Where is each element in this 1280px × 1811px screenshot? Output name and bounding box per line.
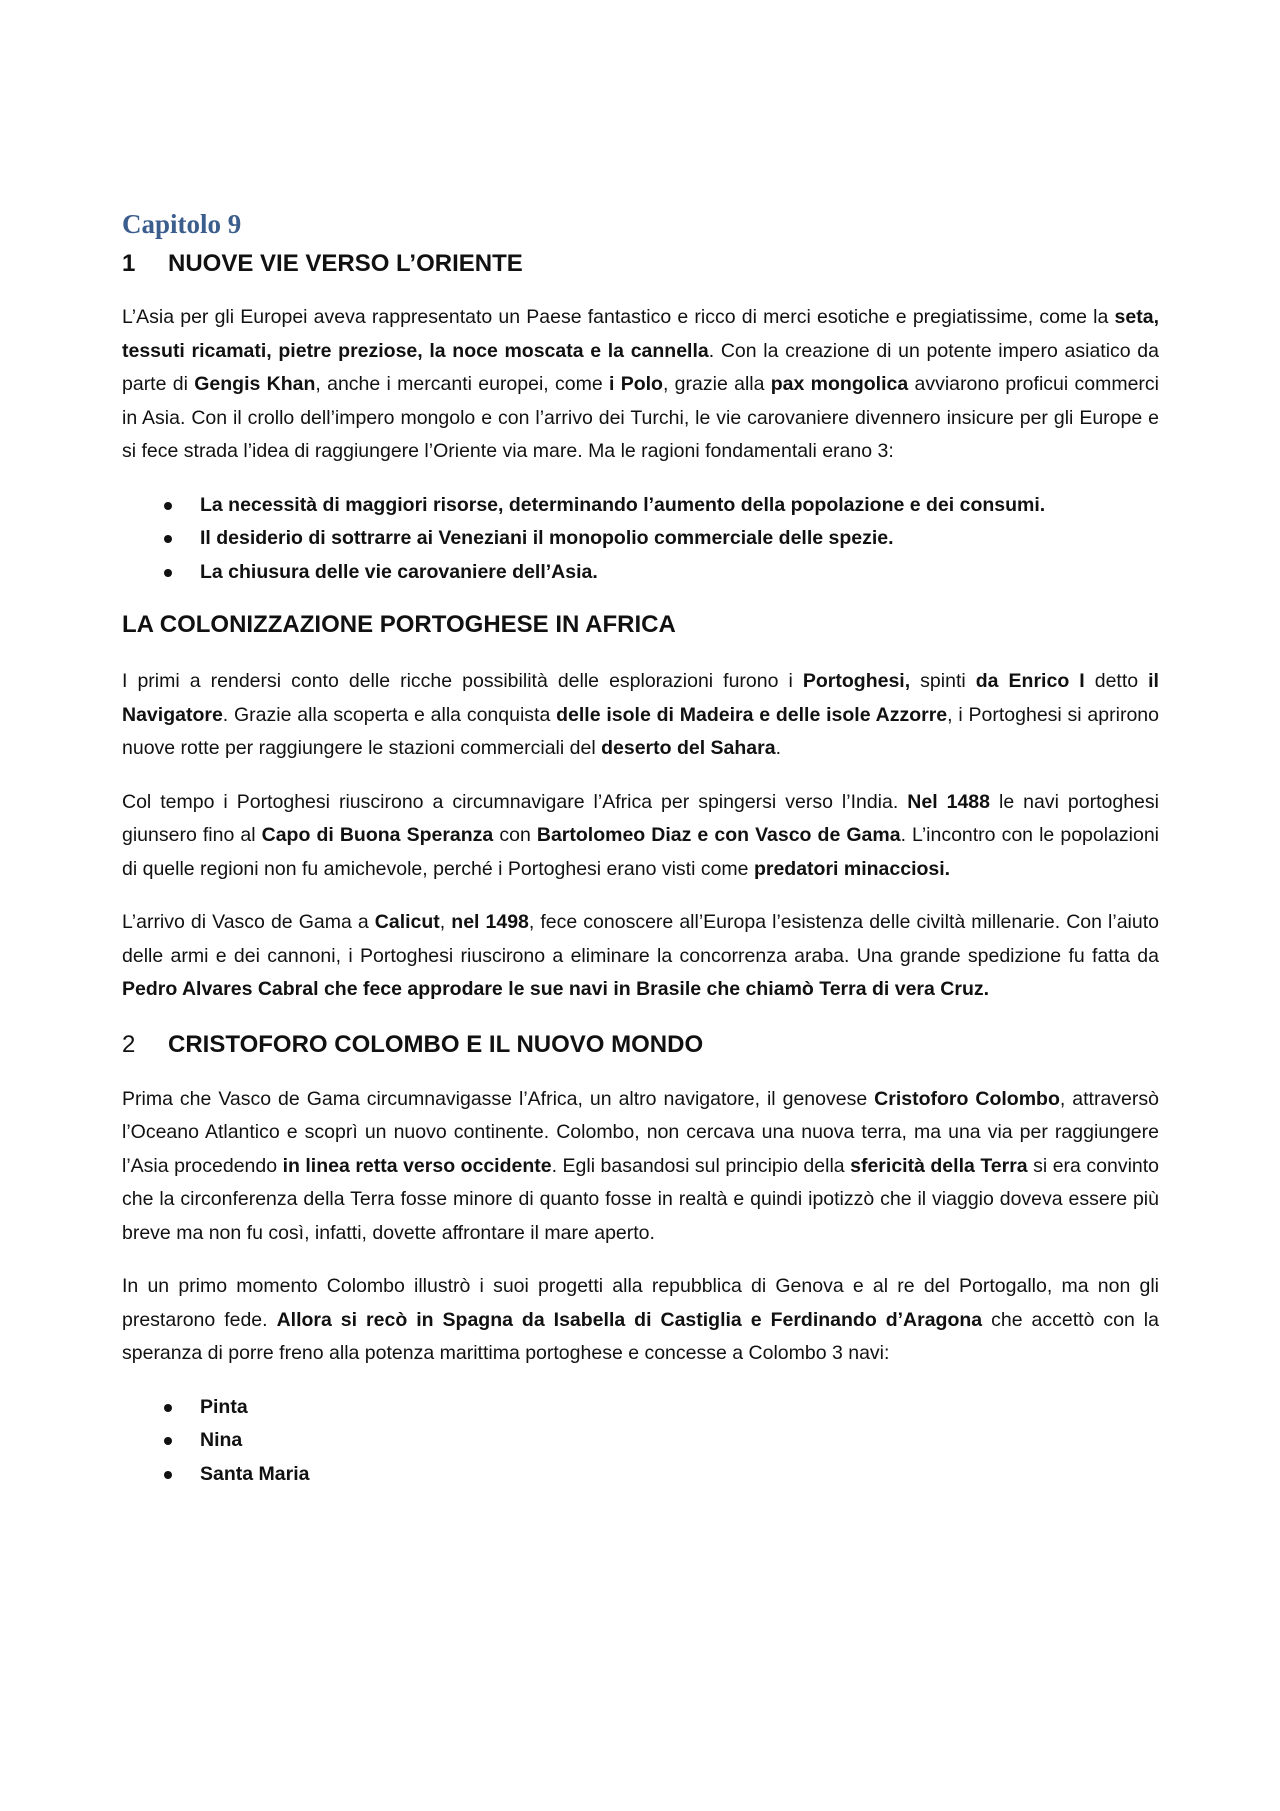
section-number: 1 [122,250,136,277]
paragraph-asia: L’Asia per gli Europei aveva rappresentato un Paese fantastico e ricco di merci esotiche e pregiatissime, come la seta, tessuti ricamati, pietre preziose, la noce moscata e la cannella. Con la creazione di un potente impero asiatico da parte di Gengis Khan, anche i mercanti europei, come i Polo, grazie alla pax mongolica avviarono proficui commerci in Asia. Con il crollo dell’impero mongolo e con l’arrivo dei Turchi, le vie carovaniere divennero insicure per gli Europe e si fece strada l’idea di raggiungere l’Oriente via mare. Ma le ragioni fondamentali erano 3: [122,306,1160,462]
bullet-icon [164,1437,172,1445]
bullet-icon [164,1471,172,1479]
subsection-heading: LA COLONIZZAZIONE PORTOGHESE IN AFRICA [122,611,676,638]
paragraph-calicut: L’arrivo di Vasco de Gama a Calicut, nel 1498, fece conoscere all’Europa l’esistenza delle civiltà millenarie. Con l’aiuto delle armi e dei cannoni, i Portoghesi riuscirono a eliminare la concorrenza araba. Una grande spedizione fu fatta da Pedro Alvares Cabral che fece approdare le sue navi in Brasile che chiamò Terra di vera Cruz. [122,911,1159,1000]
ships-list [122,1391,1159,1492]
list-item: Il desiderio di sottrarre ai Veneziani il monopolio commerciale delle spezie. [122,522,1159,556]
bullet-icon [164,535,172,543]
document-body [122,204,1159,1491]
paragraph-circumnavigazione: Col tempo i Portoghesi riuscirono a circumnavigare l’Africa per spingersi verso l’India. Nel 1488 le navi portoghesi giunsero fino al Capo di Buona Speranza con Bartolomeo Diaz e con Vasco de Gama. L’incontro con le popolazioni di quelle regioni non fu amichevole, perché i Portoghesi erano visti come predatori minacciosi. [122,790,1160,880]
section-title: CRISTOFORO COLOMBO E IL NUOVO MONDO [168,1030,704,1058]
paragraph-spagna: In un primo momento Colombo illustrò i suoi progetti alla repubblica di Genova e al re del Portogallo, ma non gli prestarono fede. Allora si recò in Spagna da Isabella di Castiglia e Ferdinando d’Aragona che accettò con la speranza di porre freno alla potenza marittima portoghese e concesse a Colombo 3 navi: [122,1275,1159,1364]
list-item: Santa Maria [122,1458,1159,1492]
bullet-icon [164,1404,172,1412]
list-item: Pinta [122,1391,1159,1425]
list-item: Nina [122,1424,1159,1458]
chapter-title: Capitolo 9 [122,209,242,239]
section-number: 2 [122,1030,136,1058]
section-heading-2 [122,1027,1159,1063]
section-title: NUOVE VIE VERSO L’ORIENTE [168,250,523,277]
bullet-icon [164,502,172,510]
paragraph-portoghesi: I primi a rendersi conto delle ricche possibilità delle esplorazioni furono i Portoghesi, spinti da Enrico I detto il Navigatore. Grazie alla scoperta e alla conquista delle isole di Madeira e delle isole Azzorre, i Portoghesi si aprirono nuove rotte per raggiungere le stazioni commerciali del deserto del Sahara. [122,670,1159,759]
bullet-icon [164,569,172,577]
list-item: La chiusura delle vie carovaniere dell’Asia. [122,556,1159,590]
section-heading-1 [122,246,1159,282]
list-item: La necessità di maggiori risorse, determinando l’aumento della popolazione e dei consumi. [122,489,1159,523]
paragraph-colombo: Prima che Vasco de Gama circumnavigasse l’Africa, un altro navigatore, il genovese Cristoforo Colombo, attraversò l’Oceano Atlantico e scoprì un nuovo continente. Colombo, non cercava una nuova terra, ma una via per raggiungere l’Asia procedendo in linea retta verso occidente. Egli basandosi sul principio della sfericità della Terra si era convinto che la circonferenza della Terra fosse minore di quanto fosse in realtà e quindi ipotizzò che il viaggio doveva essere più breve ma non fu così, infatti, dovette affrontare il mare aperto. [122,1087,1160,1244]
reasons-list [122,489,1159,590]
